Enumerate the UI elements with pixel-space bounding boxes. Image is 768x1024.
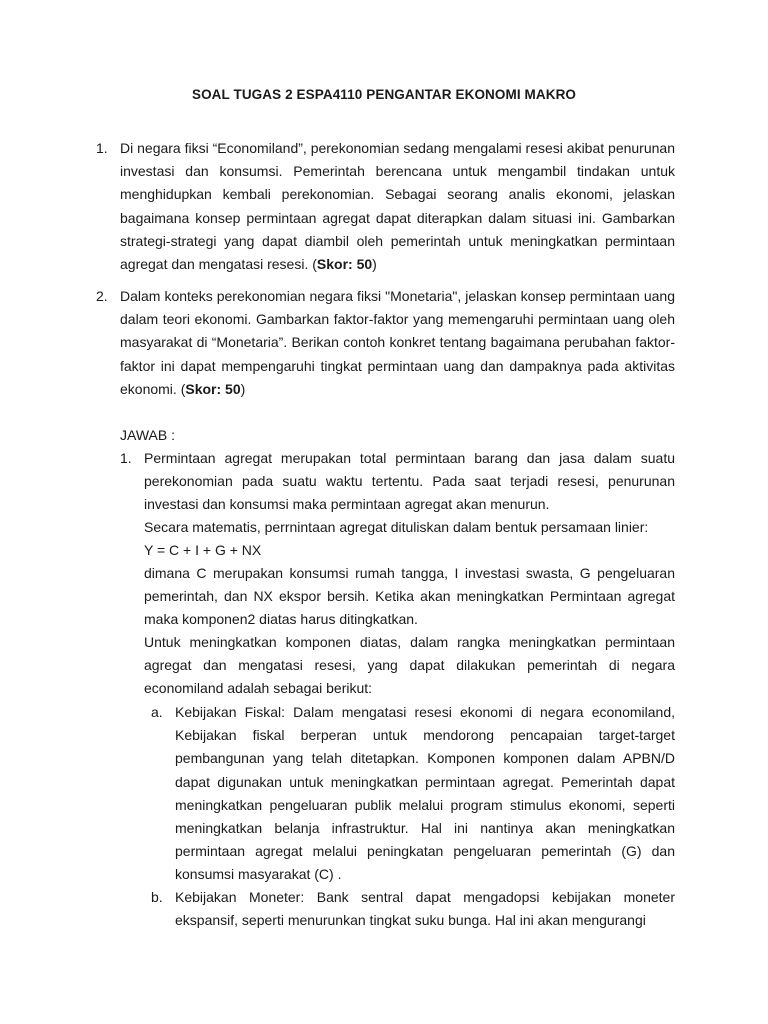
answer-1-number: 1. — [120, 450, 132, 466]
answer-explanation: dimana C merupakan konsumsi rumah tangga, I investasi swasta, G pengeluaran pemerintah, dan NX ekspor bersih. Ketika akan meningkatkan Permintaan agregat maka komponen2 diatas harus ditingkatkan. — [144, 565, 675, 628]
question-2-body: Dalam konteks perekonomian negara fiksi "Monetaria", jelaskan konsep permintaan uang dalam teori ekonomi. Gambarkan faktor-faktor yang memengaruhi permintaan uang oleh masyarakat di “Monetaria”. Berikan contoh konkret tentang bagaimana perubahan faktor-faktor ini dapat mempengaruhi tingkat permintaan uang dan dampaknya pada aktivitas ekonomi. ( — [120, 288, 675, 397]
answer-strategy-intro: Untuk meningkatkan komponen diatas, dalam rangka meningkatkan permintaan agregat dan mengatasi resesi, yang dapat dilakukan pemerintah di negara economiland adalah sebagai berikut: — [144, 634, 675, 697]
answer-math-intro: Secara matematis, perrnintaan agregat dituliskan dalam bentuk persamaan linier: — [144, 519, 649, 535]
question-2-text — [120, 285, 675, 401]
question-2-close: ) — [240, 380, 246, 397]
question-1-score: Skor: 50 — [316, 256, 373, 273]
question-1-text — [120, 137, 675, 276]
question-1-number: 1. — [96, 140, 108, 156]
item-a-letter: a. — [151, 704, 163, 720]
item-b-letter: b. — [151, 889, 163, 905]
question-2-score: Skor: 50 — [185, 380, 241, 397]
answer-equation: Y = C + I + G + NX — [144, 542, 262, 558]
question-1-close: ) — [372, 256, 377, 273]
item-a-text: Kebijakan Fiskal: Dalam mengatasi resesi ekonomi di negara economiland, Kebijakan fiskal berperan untuk mendorong pencapaian target-target pembangunan yang telah ditetapkan. Komponen komponen dalam APBN/D dapat digunakan untuk meningkatkan permintaan agregat. Pemerintah dapat meningkatkan pengeluaran publik melalui program stimulus ekonomi, seperti meningkatkan belanja infrastruktur. Hal ini nantinya akan meningkatkan permintaan agregat melalui peningkatan pengeluaran pemerintah (G) dan konsumsi masyarakat (C) . — [175, 704, 675, 883]
document-title: SOAL TUGAS 2 ESPA4110 PENGANTAR EKONOMI MAKRO — [191, 87, 577, 102]
answer-heading: JAWAB : — [120, 427, 175, 443]
item-b-text: Kebijakan Moneter: Bank sentral dapat mengadopsi kebijakan moneter ekspansif, seperti menurunkan tingkat suku bunga. Hal ini akan mengurangi — [175, 889, 675, 929]
answer-1-intro: Permintaan agregat merupakan total permintaan barang dan jasa dalam suatu perekonomian pada suatu waktu tertentu. Pada saat terjadi resesi, penurunan investasi dan konsumsi maka permintaan agregat akan menurun. — [144, 450, 675, 513]
question-2-number: 2. — [96, 288, 108, 304]
question-1-body: Di negara fiksi “Economiland”, perekonomian sedang mengalami resesi akibat penurunan investasi dan konsumsi. Pemerintah berencana untuk mengambil tindakan untuk menghidupkan kembali perekonomian. Sebagai seorang analis ekonomi, jelaskan bagaimana konsep permintaan agregat dapat diterapkan dalam situasi ini. Gambarkan strategi-strategi yang dapat diambil oleh pemerintah untuk meningkatkan permintaan agregat dan mengatasi resesi. ( — [120, 140, 675, 273]
